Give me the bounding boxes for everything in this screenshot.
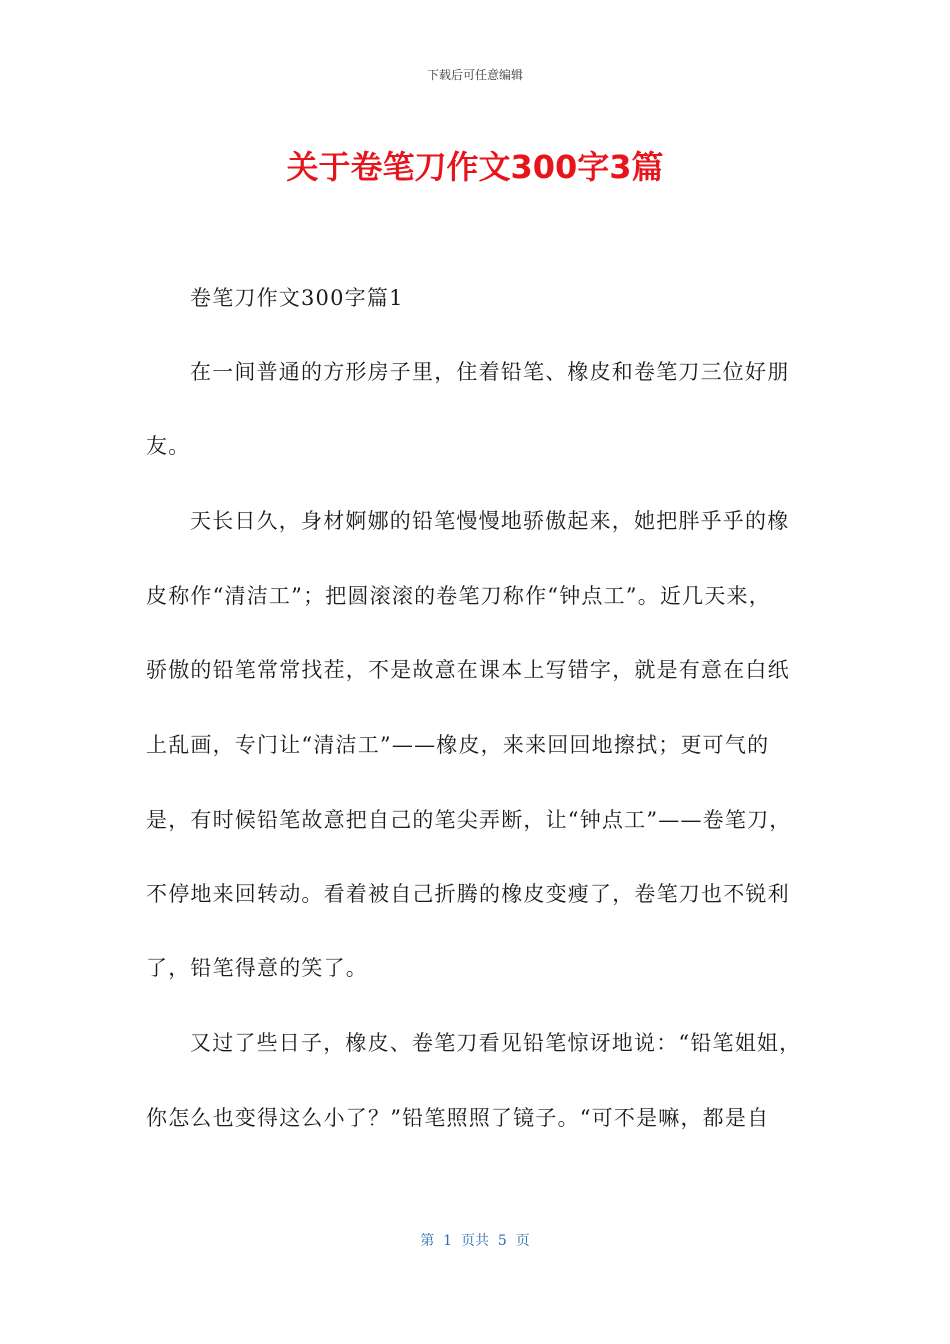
body-line: 骄傲的铅笔常常找茬，不是故意在课本上写错字，就是有意在白纸 (146, 658, 790, 682)
body-line: 上乱画，专门让“清洁工”——橡皮，来来回回地擦拭；更可气的 (146, 733, 770, 757)
body-line: 你怎么也变得这么小了？”铅笔照照了镜子。“可不是嘛，都是自 (146, 1106, 770, 1130)
body-line: 又过了些日子，橡皮、卷笔刀看见铅笔惊讶地说：“铅笔姐姐， (190, 1031, 802, 1055)
page-header-note: 下载后可任意编辑 (426, 68, 523, 82)
body-line: 不停地来回转动。看着被自己折腾的橡皮变瘦了，卷笔刀也不锐利 (146, 882, 790, 906)
body-line: 友。 (146, 434, 191, 458)
section-heading: 卷笔刀作文300字篇1 (190, 286, 404, 310)
body-line: 是，有时候铅笔故意把自己的笔尖弄断，让“钟点工”——卷笔刀， (146, 808, 792, 832)
page-number: 第 1 页共 5 页 (420, 1233, 530, 1249)
body-line: 天长日久，身材婀娜的铅笔慢慢地骄傲起来，她把胖乎乎的橡 (190, 509, 790, 533)
body-line: 在一间普通的方形房子里，住着铅笔、橡皮和卷笔刀三位好朋 (190, 360, 790, 384)
body-line: 了，铅笔得意的笑了。 (146, 956, 368, 980)
body-line: 皮称作“清洁工”；把圆滚滚的卷笔刀称作“钟点工”。近几天来， (146, 584, 771, 608)
document-title: 关于卷笔刀作文300字3篇 (286, 148, 664, 186)
